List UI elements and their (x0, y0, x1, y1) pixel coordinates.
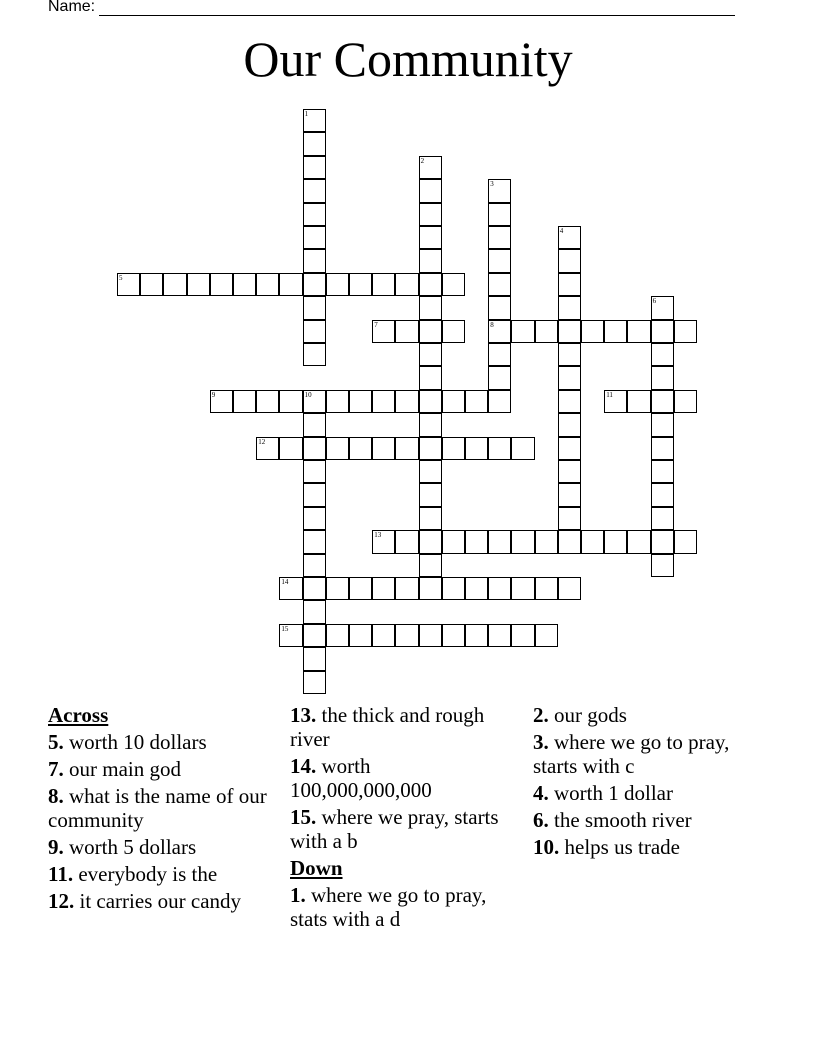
clue-item (48, 757, 273, 781)
grid-cell[interactable] (558, 343, 581, 366)
grid-cell[interactable] (395, 577, 418, 600)
clue-item (48, 730, 273, 754)
clue-column-2 (290, 703, 515, 934)
clue-item-text: it carries our candy (79, 889, 242, 913)
grid-cell[interactable] (187, 273, 210, 296)
grid-cell[interactable] (511, 320, 534, 343)
grid-cell[interactable] (395, 273, 418, 296)
grid-cell[interactable] (372, 530, 395, 553)
clue-number: 1 (304, 110, 309, 118)
grid-cell[interactable] (140, 273, 163, 296)
grid-cell[interactable] (419, 273, 442, 296)
grid-cell[interactable] (558, 413, 581, 436)
grid-cell[interactable] (303, 343, 326, 366)
grid-cell[interactable] (419, 390, 442, 413)
clue-item-text: helps us trade (564, 835, 680, 859)
grid-cell[interactable] (303, 203, 326, 226)
clue-number: 10 (304, 390, 312, 399)
grid-cell[interactable] (488, 343, 511, 366)
grid-cell[interactable] (488, 624, 511, 647)
clue-number: 7 (374, 320, 378, 329)
grid-cell[interactable] (303, 156, 326, 179)
clue-item-text: everybody is the (78, 862, 218, 886)
clue-item-text: where we go to pray, starts with c (533, 730, 730, 778)
clue-item (48, 862, 273, 886)
grid-cell[interactable] (326, 390, 349, 413)
grid-cell[interactable] (303, 249, 326, 272)
grid-cell[interactable] (303, 273, 326, 296)
grid-cell[interactable] (326, 273, 349, 296)
grid-cell[interactable] (256, 390, 279, 413)
grid-cell[interactable] (419, 343, 442, 366)
grid-cell[interactable] (395, 530, 418, 553)
grid-cell[interactable] (674, 320, 697, 343)
grid-cell[interactable] (349, 624, 372, 647)
grid-cell[interactable] (303, 226, 326, 249)
grid-cell[interactable] (488, 179, 511, 202)
grid-cell[interactable] (303, 390, 326, 413)
grid-cell[interactable] (558, 273, 581, 296)
grid-cell[interactable] (326, 624, 349, 647)
grid-cell[interactable] (419, 156, 442, 179)
grid-cell[interactable] (303, 577, 326, 600)
clue-item-number: 8. (48, 784, 64, 808)
clue-number: 14 (281, 578, 289, 586)
grid-cell[interactable] (674, 390, 697, 413)
clue-item-number: 12. (48, 889, 75, 913)
grid-cell[interactable] (419, 460, 442, 483)
grid-cell[interactable] (465, 390, 488, 413)
clue-item-number: 6. (533, 808, 549, 832)
grid-cell[interactable] (349, 437, 372, 460)
clue-item-number: 5. (48, 730, 64, 754)
grid-cell[interactable] (303, 624, 326, 647)
grid-cell[interactable] (488, 390, 511, 413)
grid-cell[interactable] (419, 530, 442, 553)
clue-item-number: 11. (48, 862, 74, 886)
grid-cell[interactable] (117, 273, 140, 296)
grid-cell[interactable] (256, 437, 279, 460)
grid-cell[interactable] (395, 320, 418, 343)
grid-cell[interactable] (651, 413, 674, 436)
clue-item (533, 808, 773, 832)
clue-column-1 (48, 703, 273, 916)
grid-cell[interactable] (558, 483, 581, 506)
name-field[interactable] (48, 0, 735, 16)
clue-item-number: 7. (48, 757, 64, 781)
grid-cell[interactable] (558, 249, 581, 272)
clue-item-text: where we pray, starts with a b (290, 805, 499, 853)
grid-cell[interactable] (372, 624, 395, 647)
clue-item-number: 13. (290, 703, 317, 727)
grid-cell[interactable] (303, 132, 326, 155)
grid-cell[interactable] (488, 437, 511, 460)
grid-cell[interactable] (442, 437, 465, 460)
grid-cell[interactable] (674, 530, 697, 553)
clue-item-text: the thick and rough river (290, 703, 485, 751)
grid-cell[interactable] (651, 390, 674, 413)
clue-number: 5 (119, 273, 123, 282)
grid-cell[interactable] (488, 296, 511, 319)
clue-item-number: 4. (533, 781, 549, 805)
grid-cell[interactable] (627, 390, 650, 413)
clue-item-number: 1. (290, 883, 306, 907)
clue-item-text: where we go to pray, stats with a d (290, 883, 487, 931)
clue-item-text: worth 5 dollars (69, 835, 197, 859)
page-title: Our Community (243, 31, 573, 87)
grid-cell[interactable] (488, 249, 511, 272)
grid-cell[interactable] (372, 320, 395, 343)
grid-cell[interactable] (233, 390, 256, 413)
grid-cell[interactable] (279, 437, 302, 460)
grid-cell[interactable] (303, 179, 326, 202)
clue-item-text: worth 100,000,000,000 (290, 754, 432, 802)
clue-item-number: 2. (533, 703, 549, 727)
grid-cell[interactable] (488, 203, 511, 226)
grid-cell[interactable] (303, 296, 326, 319)
grid-cell[interactable] (419, 203, 442, 226)
grid-cell[interactable] (558, 390, 581, 413)
grid-cell[interactable] (419, 413, 442, 436)
grid-cell[interactable] (210, 273, 233, 296)
grid-cell[interactable] (303, 460, 326, 483)
grid-cell[interactable] (511, 530, 534, 553)
clue-number: 3 (490, 180, 494, 189)
grid-cell[interactable] (395, 390, 418, 413)
grid-cell[interactable] (558, 507, 581, 530)
clue-item (48, 784, 273, 832)
grid-cell[interactable] (535, 577, 558, 600)
grid-cell[interactable] (279, 390, 302, 413)
grid-cell[interactable] (651, 296, 674, 319)
name-label: Name: (48, 0, 96, 15)
grid-cell[interactable] (535, 530, 558, 553)
grid-cell[interactable] (303, 554, 326, 577)
clue-column-3 (533, 703, 773, 862)
grid-cell[interactable] (372, 437, 395, 460)
grid-cell[interactable] (581, 530, 604, 553)
grid-cell[interactable] (604, 320, 627, 343)
clue-item-text: worth 1 dollar (554, 781, 673, 805)
grid-cell[interactable] (651, 530, 674, 553)
clue-item-number: 14. (290, 754, 317, 778)
grid-cell[interactable] (349, 577, 372, 600)
grid-cell[interactable] (558, 366, 581, 389)
grid-cell[interactable] (419, 554, 442, 577)
grid-cell[interactable] (326, 437, 349, 460)
grid-cell[interactable] (419, 249, 442, 272)
grid-cell[interactable] (303, 413, 326, 436)
clue-number: 4 (559, 227, 564, 235)
grid-cell[interactable] (651, 343, 674, 366)
grid-cell[interactable] (511, 624, 534, 647)
grid-cell[interactable] (488, 226, 511, 249)
clue-number: 13 (374, 531, 382, 540)
clue-item-text: the smooth river (554, 808, 692, 832)
grid-cell[interactable] (558, 296, 581, 319)
grid-cell[interactable] (303, 530, 326, 553)
grid-cell[interactable] (163, 273, 186, 296)
grid-cell[interactable] (651, 460, 674, 483)
grid-cell[interactable] (419, 507, 442, 530)
grid-cell[interactable] (303, 483, 326, 506)
grid-cell[interactable] (488, 366, 511, 389)
clue-item (290, 805, 515, 853)
grid-cell[interactable] (279, 273, 302, 296)
grid-cell[interactable] (488, 530, 511, 553)
clue-item (290, 754, 515, 802)
grid-cell[interactable] (303, 437, 326, 460)
grid-cell[interactable] (511, 577, 534, 600)
grid-cell[interactable] (651, 366, 674, 389)
clue-item-text: worth 10 dollars (69, 730, 207, 754)
grid-cell[interactable] (303, 507, 326, 530)
clue-item-number: 10. (533, 835, 560, 859)
grid-cell[interactable] (442, 320, 465, 343)
clue-number: 2 (420, 156, 425, 165)
clue-item (533, 703, 773, 727)
grid-cell[interactable] (465, 577, 488, 600)
clue-number: 11 (606, 390, 613, 399)
clue-item (48, 889, 273, 913)
grid-cell[interactable] (604, 390, 627, 413)
clue-item-number: 3. (533, 730, 549, 754)
grid-cell[interactable] (442, 273, 465, 296)
grid-cell[interactable] (465, 624, 488, 647)
grid-cell[interactable] (465, 530, 488, 553)
grid-cell[interactable] (651, 437, 674, 460)
grid-cell[interactable] (419, 437, 442, 460)
grid-cell[interactable] (604, 530, 627, 553)
grid-cell[interactable] (372, 390, 395, 413)
grid-cell[interactable] (419, 366, 442, 389)
grid-cell[interactable] (419, 179, 442, 202)
grid-cell[interactable] (535, 624, 558, 647)
grid-cell[interactable] (558, 437, 581, 460)
clue-item (290, 883, 515, 931)
grid-cell[interactable] (419, 483, 442, 506)
grid-cell[interactable] (303, 109, 326, 132)
grid-cell[interactable] (326, 577, 349, 600)
grid-cell[interactable] (465, 437, 488, 460)
grid-cell[interactable] (419, 226, 442, 249)
grid-cell[interactable] (651, 507, 674, 530)
grid-cell[interactable] (372, 273, 395, 296)
clue-heading: Across (48, 703, 109, 727)
grid-cell[interactable] (279, 624, 302, 647)
grid-cell[interactable] (558, 460, 581, 483)
grid-cell[interactable] (279, 577, 302, 600)
clue-number: 9 (211, 390, 216, 399)
grid-cell[interactable] (395, 624, 418, 647)
grid-cell[interactable] (303, 600, 326, 623)
name-underline[interactable] (99, 0, 735, 16)
grid-cell[interactable] (558, 530, 581, 553)
grid-cell[interactable] (419, 577, 442, 600)
clue-item-text: our main god (69, 757, 181, 781)
grid-cell[interactable] (442, 390, 465, 413)
grid-cell[interactable] (349, 273, 372, 296)
grid-cell[interactable] (581, 320, 604, 343)
grid-cell[interactable] (627, 320, 650, 343)
grid-cell[interactable] (256, 273, 279, 296)
grid-cell[interactable] (651, 483, 674, 506)
grid-cell[interactable] (303, 320, 326, 343)
grid-cell[interactable] (651, 320, 674, 343)
grid-cell[interactable] (419, 320, 442, 343)
grid-cell[interactable] (442, 624, 465, 647)
clue-item (48, 835, 273, 859)
grid-cell[interactable] (558, 577, 581, 600)
clue-item (533, 730, 773, 778)
grid-cell[interactable] (651, 554, 674, 577)
grid-cell[interactable] (488, 320, 511, 343)
grid-cell[interactable] (535, 320, 558, 343)
clue-number: 12 (258, 437, 266, 446)
grid-cell[interactable] (210, 390, 233, 413)
clue-heading: Down (290, 856, 343, 880)
grid-cell[interactable] (419, 296, 442, 319)
grid-cell[interactable] (488, 273, 511, 296)
grid-cell[interactable] (558, 320, 581, 343)
grid-cell[interactable] (233, 273, 256, 296)
clue-item-number: 9. (48, 835, 64, 859)
grid-cell[interactable] (627, 530, 650, 553)
grid-cell[interactable] (303, 671, 326, 694)
grid-cell[interactable] (419, 624, 442, 647)
clue-item-text: what is the name of our community (48, 784, 267, 832)
grid-cell[interactable] (372, 577, 395, 600)
clue-item (533, 781, 773, 805)
grid-cell[interactable] (442, 577, 465, 600)
clue-number: 8 (490, 320, 494, 329)
clue-item-number: 15. (290, 805, 317, 829)
clue-item (290, 703, 515, 751)
grid-cell[interactable] (488, 577, 511, 600)
grid-cell[interactable] (395, 437, 418, 460)
grid-cell[interactable] (511, 437, 534, 460)
grid-cell[interactable] (558, 226, 581, 249)
grid-cell[interactable] (303, 647, 326, 670)
clue-item (533, 835, 773, 859)
grid-cell[interactable] (349, 390, 372, 413)
clue-item-text: our gods (554, 703, 627, 727)
grid-cell[interactable] (442, 530, 465, 553)
clue-number: 15 (281, 624, 289, 633)
clue-number: 6 (652, 297, 657, 306)
